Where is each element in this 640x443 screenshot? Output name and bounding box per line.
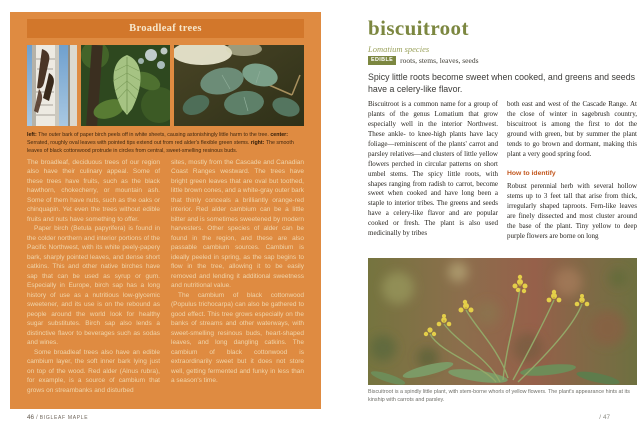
biscuitroot-photo — [368, 258, 637, 385]
tree-photo-caption — [27, 132, 304, 156]
body-paragraph: Some broadleaf trees also have an edible cambium layer, the soft inner bark lying just on top of the wood. Red alder (Alnus rubra), for example, is a source of cambium that grows on streambanks and disturbed — [27, 348, 160, 394]
section-header-title: Broadleaf trees — [129, 23, 202, 34]
body-paragraph: The cambium of black cottonwood (Populus trichocarpa) can also be gathered to good effect. This tree grows especially on the banks of streams and other waterways, with sweet-smelling resinous buds, heart-shaped leaves, and long dangling catkins. The cambium of black cottonwood is extraordinarily sweet but it does not store well, getting fermented and funky in less than a season's time. — [171, 291, 304, 385]
body-paragraph: Robust perennial herb with several hollow stems up to 3 feet tall that arise from thick, irregularly shaped taproots. Fern-like leaves are finely dissected and most cluster around the base of the plant. Tiny yellow to deep purple flowers are borne on long — [507, 182, 637, 240]
page-number-left: 46 — [27, 414, 35, 421]
edible-badge: EDIBLE — [368, 56, 396, 64]
paper-birch-bark-photo — [27, 45, 77, 126]
edible-parts: roots, stems, leaves, seeds — [400, 56, 479, 65]
caption-center-text: Serrated, roughly oval leaves with pointed tips extend out from red alder's flexible green stems. — [27, 139, 251, 146]
left-page-body — [27, 158, 304, 395]
right-page-column-1 — [368, 100, 498, 242]
right-page-biscuitroot — [368, 0, 637, 443]
left-page-footer — [27, 414, 88, 421]
edibility-row — [368, 56, 479, 65]
caption-right-text: The smooth leaves of black cottonwood protrude in circles from central, sweet-smelling resinous buds. — [27, 139, 294, 154]
caption-right-label: right: — [250, 139, 265, 146]
running-foot-label: BIGLEAF MAPLE — [39, 415, 89, 421]
entry-intro: Spicy little roots become sweet when cooked, and greens and seeds have a celery-like flavor. — [368, 72, 635, 94]
right-page-body — [368, 100, 637, 242]
biscuitroot-photo-caption: Biscuitroot is a spindly little plant, with stem-borne whorls of yellow flowers. The plant's appearance hints at its kinship with carrots and parsley. — [368, 389, 630, 403]
entry-title: biscuitroot — [368, 16, 469, 40]
black-cottonwood-leaves-photo — [174, 45, 304, 126]
caption-center-label: center: — [270, 132, 288, 138]
footer-separator: / — [599, 414, 601, 421]
left-page-column-1 — [27, 158, 160, 395]
page-number-right: 47 — [602, 414, 610, 421]
body-paragraph: both east and west of the Cascade Range. At the close of winter in sagebrush country, biscuitroot is among the first to dot the ground with green, but by summer the plant tends to go brown and dormant, making this plant a very good spring food. — [507, 100, 637, 158]
red-alder-leaves-photo — [81, 45, 170, 126]
left-page-broadleaf-trees — [10, 12, 321, 409]
how-to-identify-heading: How to identify — [507, 169, 556, 177]
species-name: Lomatium species — [368, 44, 430, 54]
right-page-footer — [599, 414, 610, 421]
right-page-column-2 — [507, 100, 637, 242]
body-paragraph: The broadleaf, deciduous trees of our region also have their culinary appeal. Some of these trees have fruits, such as the black hawthorn, chokecherry, or mountain ash. Some of them have nuts, such as the oaks or chinquapin. Yet even the trees without edible fruits and nuts have something to offer. — [27, 159, 160, 223]
caption-left-label: left: — [27, 132, 37, 138]
tree-photo-row — [27, 45, 304, 126]
biscuitroot-photo-image — [368, 258, 637, 385]
body-paragraph: Paper birch (Betula papyrifera) is found in the colder northern and interior portions of the Pacific Northwest, with its white peely-papery bark, sharply pointed leaves, and dense short catkins. This and other native birches have sap that can be used as syrup or gum. Especially in Europe, birch sap has a long history of use as a nutritious low-glycemic sweetener, and its use is on the rebound as people around the world look for healthy sugar substitutes. Birch sap also lends a distinctive flavor to beverages such as sodas and wines. — [27, 225, 160, 347]
left-page-column-2 — [171, 158, 304, 395]
caption-left-text: The outer bark of paper birch peels off in white sheets, causing astonishingly little harm to the tree. — [36, 132, 271, 138]
footer-separator: / — [36, 414, 38, 421]
body-paragraph: Biscuitroot is a common name for a group of plants of the genus Lomatium that grow especially well in the interior Northwest. These ankle- to knee-high plants have lacy foliage—reminiscent of the plants' carrot and parsley relatives—and clusters of little yellow flowers perched in circular patterns on short umbel stems. The spicy little roots, with shapes ranging from radish to carrot, become sweet when cooked and have long been a staple to interior tribes. The greens and seeds have a celery-like flavor and are popular cooked or fresh. The plant is also used medicinally by tribes — [368, 100, 498, 238]
section-header-band — [27, 19, 304, 38]
body-paragraph: sites, mostly from the Cascade and Canadian Coast Ranges westward. The trees have bright green leaves that are oval but toothed, little brown cones, and a white-gray outer bark that thinly conceals a brilliantly orange-red interior. Red alder cambium can be a little bitter and is sometimes sweetened by modern harvesters. Other species of alder can be found in the region, and these are also passable cambium sources. Cambium is ideally peeled in spring, as the sap begins to flow in the tree, allowing it to be easily removed and lending it additional sweetness and nutritional value. — [171, 159, 304, 290]
